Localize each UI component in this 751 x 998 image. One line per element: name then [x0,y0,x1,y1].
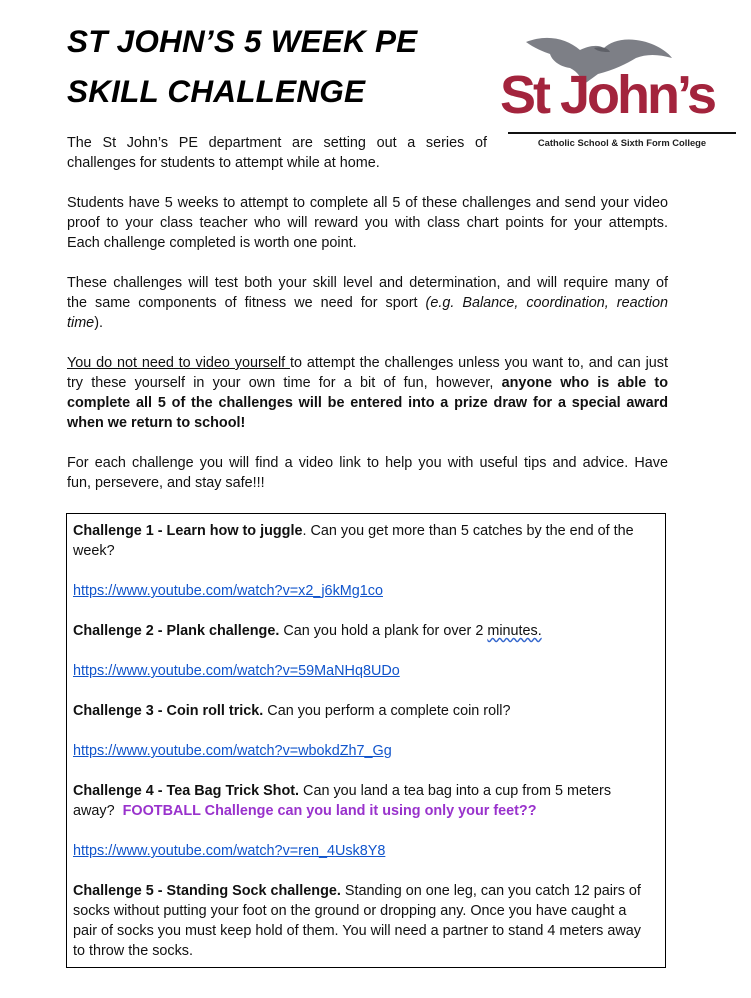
challenge-4-title: Challenge 4 - Tea Bag Trick Shot. [73,783,300,799]
page-title [67,16,417,116]
challenge-5-line-3: pair of socks you must keep hold of them. You will need a partner to stand 4 meters away [73,923,641,939]
logo-wordmark: St John’s [500,65,715,125]
prize-line-4: when we return to school! [67,415,246,431]
challenge-5-text: Standing on one leg, can you catch 12 pairs of [340,883,641,899]
challenge-1-title: Challenge 1 - Learn how to juggle [73,523,303,539]
fitness-text: the same components of fitness we need for sport [67,295,426,311]
fitness-line-2 [67,293,668,313]
challenge-2 [73,621,542,641]
intro-paragraph [67,133,487,173]
challenge-3-line-1 [73,701,510,721]
challenge-4-line-2 [73,801,611,821]
challenge-4 [73,781,611,821]
intro-line-2: challenges for students to attempt while at home. [67,155,380,171]
title-line-2: SKILL CHALLENGE [67,73,366,109]
prize-text-2: try these yourself in your own time for a bit of fun, however, [67,375,502,391]
challenge-4-text-2: away? [73,803,123,819]
challenge-1-line-2: week? [73,543,115,559]
challenge-1-video-link[interactable]: https://www.youtube.com/watch?v=x2_j6kMg1co [73,583,383,599]
challenge-3-text: Can you perform a complete coin roll? [263,703,511,719]
challenge-2-text-end: minutes. [487,623,542,639]
challenge-2-video-link[interactable]: https://www.youtube.com/watch?v=59MaNHq8UDo [73,663,400,679]
fitness-example-end: time [67,315,95,331]
fitness-line-1: These challenges will test both your skill level and determination, and will require many of [67,275,668,291]
prize-line-1 [67,353,668,373]
challenge-4-video-link[interactable]: https://www.youtube.com/watch?v=ren_4Usk8Y8 [73,843,386,859]
challenge-5-title: Challenge 5 - Standing Sock challenge. [73,883,341,899]
challenge-5 [73,881,641,961]
challenge-4-text: Can you land a tea bag into a cup from 5 meters [299,783,612,799]
challenge-1-line-1 [73,521,634,541]
challenge-5-line-2: socks without putting your foot on the ground or dropping any. Once you have caught a [73,903,627,919]
challenge-2-line-1 [73,621,542,641]
rules-paragraph [67,193,668,253]
challenge-1-text: . Can you get more than 5 catches by the end of the [302,523,634,539]
prize-paragraph [67,353,668,433]
challenge-3-title: Challenge 3 - Coin roll trick. [73,703,264,719]
rules-line-1: Students have 5 weeks to attempt to complete all 5 of these challenges and send your video [67,195,668,211]
advice-line-2: fun, persevere, and stay safe!!! [67,475,265,491]
prize-bold-1: anyone who is able to [501,375,668,391]
fitness-example: (e.g. Balance, coordination, reaction [425,295,668,311]
challenge-5-line-4: to throw the socks. [73,943,193,959]
challenge-2-title: Challenge 2 - Plank challenge. [73,623,280,639]
challenges-box [66,513,666,968]
no-video-note: You do not need to video yourself [67,355,290,371]
challenge-1 [73,521,634,561]
challenge-2-text: Can you hold a plank for over 2 [279,623,488,639]
advice-line-1: For each challenge you will find a video link to help you with useful tips and advice. Have [67,455,668,471]
school-logo [498,28,740,152]
challenge-3-video-link[interactable]: https://www.youtube.com/watch?v=wbokdZh7_Gg [73,743,392,759]
challenge-3 [73,701,510,721]
intro-line-1: The St John’s PE department are setting out a series of [67,135,487,151]
fitness-end: ). [94,315,103,331]
fitness-line-3 [67,313,668,333]
fitness-paragraph [67,273,668,333]
prize-text-1: to attempt the challenges unless you want to, and can just [289,355,668,371]
logo-subtitle: Catholic School & Sixth Form College [508,132,736,148]
football-challenge-note: FOOTBALL Challenge can you land it using only your feet?? [122,803,537,819]
rules-line-3: Each challenge completed is worth one point. [67,235,357,251]
title-line-1: ST JOHN’S 5 WEEK PE [67,23,418,59]
challenge-4-line-1 [73,781,611,801]
advice-paragraph [67,453,668,493]
rules-line-2: proof to your class teacher who will reward you with class chart points for your attempts. [67,215,668,231]
challenge-5-line-1 [73,881,641,901]
prize-line-3: complete all 5 of the challenges will be entered into a prize draw for a special award [67,395,668,411]
prize-line-2 [67,373,668,393]
